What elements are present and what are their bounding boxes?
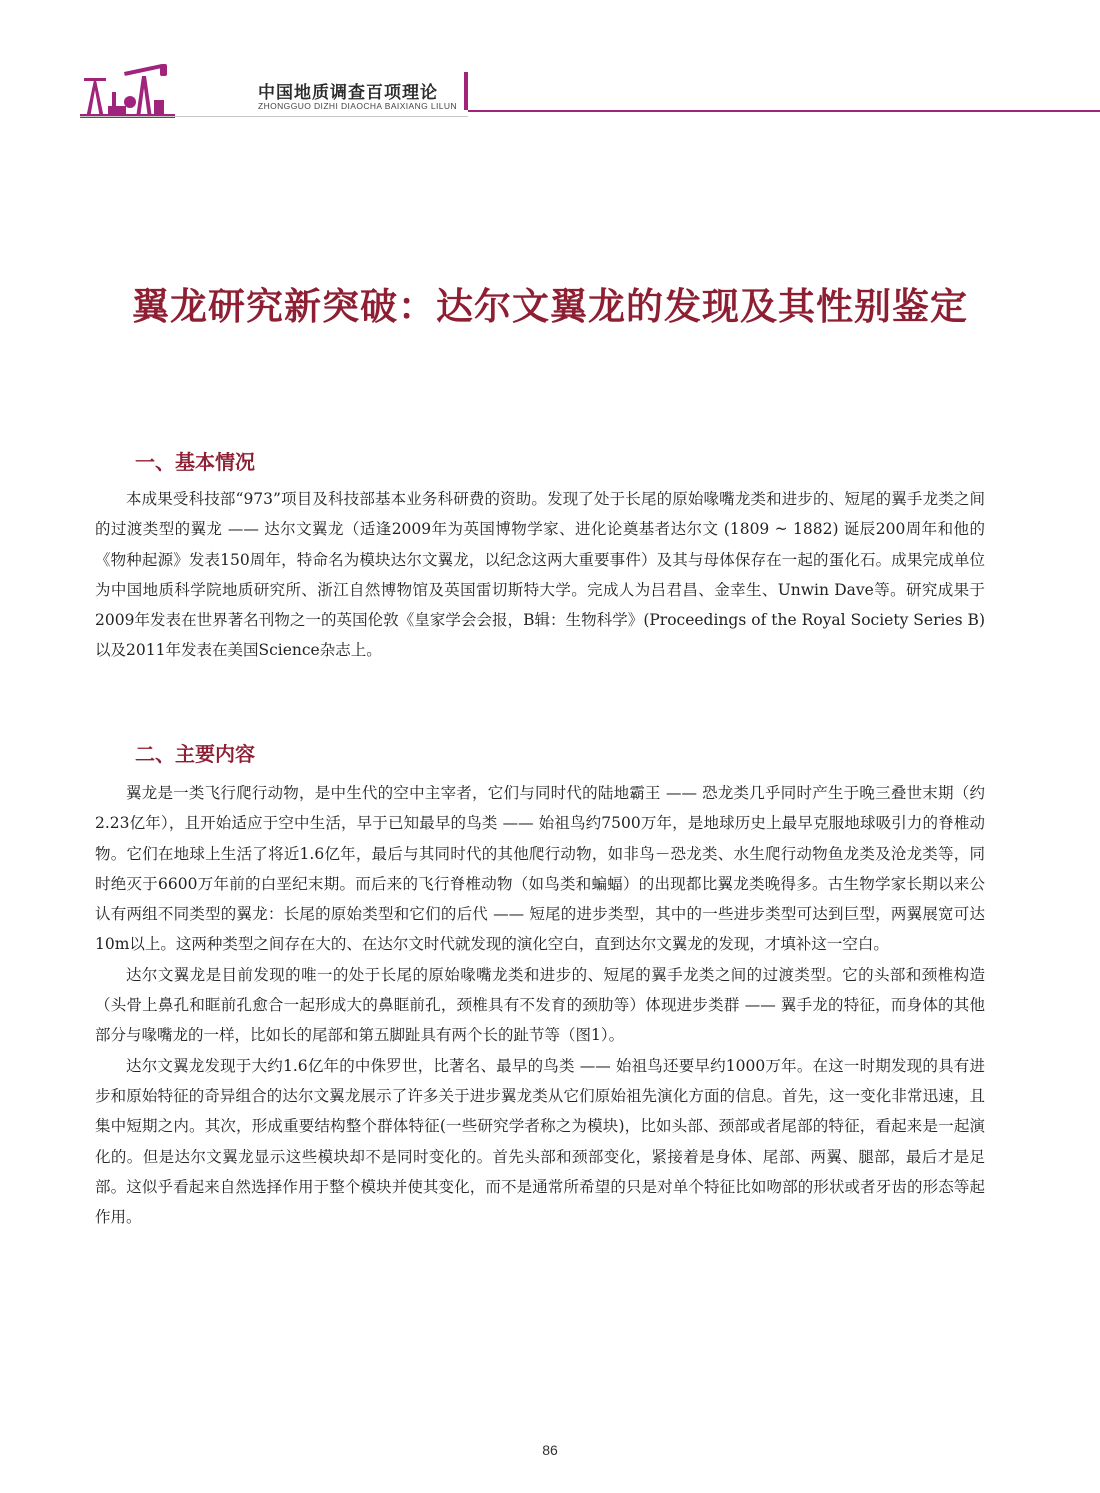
paragraph: 达尔文翼龙是目前发现的唯一的处于长尾的原始喙嘴龙类和进步的、短尾的翼手龙类之间的过渡类型。它的头部和颈椎构造（头骨上鼻孔和眶前孔愈合一起形成大的鼻眶前孔，颈椎具有不发育的颈肋等）体现进步类群 —— 翼手龙的特征，而身体的其他部分与喙嘴龙的一样，比如长的尾部和第五脚趾具有两个长的趾节等（图1）。 bbox=[95, 965, 985, 1045]
section-body-main-content bbox=[95, 778, 985, 1232]
running-header bbox=[80, 60, 1100, 120]
oil-pump-logo-icon bbox=[80, 62, 175, 118]
section-body-basic-info bbox=[95, 484, 985, 666]
header-accent-bar bbox=[464, 72, 468, 110]
header-rule bbox=[468, 110, 1100, 112]
paragraph: 达尔文翼龙发现于大约1.6亿年的中侏罗世，比著名、最早的鸟类 —— 始祖鸟还要早约1000万年。在这一时期发现的具有进步和原始特征的奇异组合的达尔文翼龙展示了许多关于进步翼龙类从它们原始祖先演化方面的信息。首先，这一变化非常迅速，且集中短期之内。其次，形成重要结构整个群体特征(一些研究学者称之为模块)，比如头部、颈部或者尾部的特征，看起来是一起演化的。但是达尔文翼龙显示这些模块却不是同时变化的。首先头部和颈部变化，紧接着是身体、尾部、两翼、腿部，最后才是足部。这似乎看起来自然选择作用于整个模块并使其变化，而不是通常所希望的只是对单个特征比如吻部的形状或者牙齿的形态等起作用。 bbox=[95, 1056, 985, 1227]
header-rule-light bbox=[80, 116, 468, 117]
section-heading-basic-info: 一、基本情况 bbox=[135, 450, 255, 474]
page-title: 翼龙研究新突破：达尔文翼龙的发现及其性别鉴定 bbox=[132, 285, 968, 328]
paragraph: 本成果受科技部“973”项目及科技部基本业务科研费的资助。发现了处于长尾的原始喙嘴龙类和进步的、短尾的翼手龙类之间的过渡类型的翼龙 —— 达尔文翼龙（适逢2009年为英国博物学家、进化论奠基者达尔文 (1809 ~ 1882) 诞辰200周年和他的《物种起源》发表150周年，特命名为模块达尔文翼龙，以纪念这两大重要事件）及其与母体保存在一起的蛋化石。成果完成单位为中国地质科学院地质研究所、浙江自然博物馆及英国雷切斯特大学。完成人为吕君昌、金幸生、Unwin Dave等。研究成果于2009年发表在世界著名刊物之一的英国伦敦《皇家学会会报，B辑：生物科学》(Proceedings of the Royal Society Series B) 以及2011年发表在美国Science杂志上。 bbox=[95, 490, 985, 660]
paragraph: 翼龙是一类飞行爬行动物，是中生代的空中主宰者，它们与同时代的陆地霸王 —— 恐龙类几乎同时产生于晚三叠世末期（约2.23亿年），且开始适应于空中生活，早于已知最早的鸟类 —— 始祖鸟约7500万年，是地球历史上最早克服地球吸引力的脊椎动物。它们在地球上生活了将近1.6亿年，最后与其同时代的其他爬行动物，如非鸟－恐龙类、水生爬行动物鱼龙类及沧龙类等，同时绝灭于6600万年前的白垩纪末期。而后来的飞行脊椎动物（如鸟类和蝙蝠）的出现都比翼龙类晚得多。古生物学家长期以来公认有两组不同类型的翼龙：长尾的原始类型和它们的后代 —— 短尾的进步类型，其中的一些进步类型可达到巨型，两翼展宽可达10m以上。这两种类型之间存在大的、在达尔文时代就发现的演化空白，直到达尔文翼龙的发现，才填补这一空白。 bbox=[95, 784, 985, 954]
section-heading-main-content: 二、主要内容 bbox=[135, 742, 255, 766]
page-number: 86 bbox=[542, 1442, 558, 1458]
brand-subtitle: ZHONGGUO DIZHI DIAOCHA BAIXIANG LILUN bbox=[258, 101, 457, 111]
brand-title: 中国地质调查百项理论 bbox=[258, 83, 438, 103]
